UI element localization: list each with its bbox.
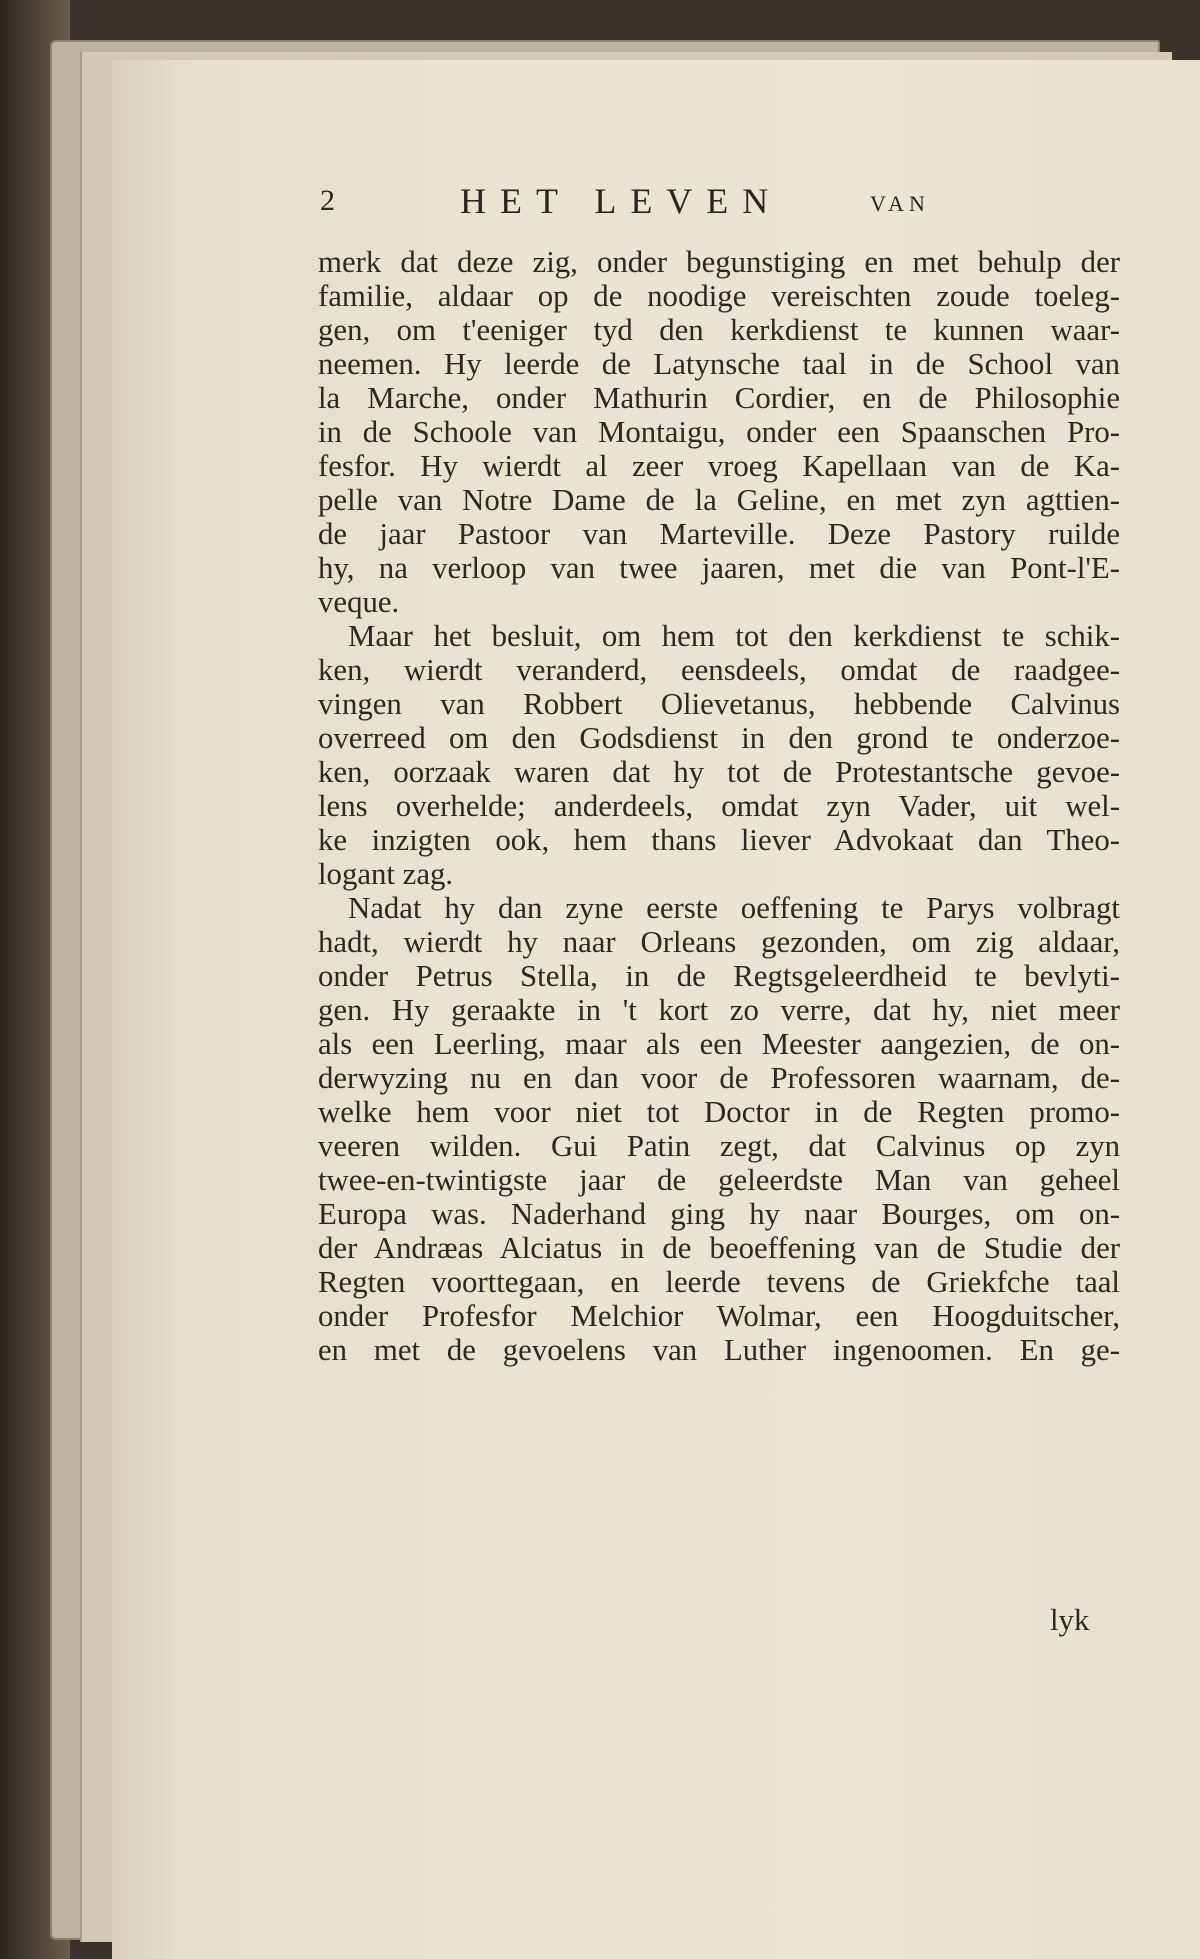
text-line: merk dat deze zig, onder begunstiging en met behulp der	[318, 245, 1120, 279]
text-line: overreed om den Godsdienst in den grond te onderzoe-	[318, 721, 1120, 755]
text-line: hadt, wierdt hy naar Orleans gezonden, om zig aldaar,	[318, 925, 1120, 959]
text-line: welke hem voor niet tot Doctor in de Regten promo-	[318, 1095, 1120, 1129]
text-line: in de Schoole van Montaigu, onder een Spaanschen Pro-	[318, 415, 1120, 449]
text-line: Maar het besluit, om hem tot den kerkdienst te schik-	[348, 619, 1120, 653]
text-line: pelle van Notre Dame de la Geline, en met zyn agttien-	[318, 483, 1120, 517]
text-line: als een Leerling, maar als een Meester aangezien, de on-	[318, 1027, 1120, 1061]
text-line: Regten voorttegaan, en leerde tevens de Griekfche taal	[318, 1265, 1120, 1299]
text-line: Europa was. Naderhand ging hy naar Bourges, om on-	[318, 1197, 1120, 1231]
page-number: 2	[320, 184, 335, 217]
catchword: lyk	[1050, 1603, 1090, 1637]
page-header	[320, 180, 960, 230]
text-line: gen. Hy geraakte in 't kort zo verre, dat hy, niet meer	[318, 993, 1120, 1027]
text-line: ke inzigten ook, hem thans liever Advokaat dan Theo-	[318, 823, 1120, 857]
text-line: der Andræas Alciatus in de beoeffening van de Studie der	[318, 1231, 1120, 1265]
text-line: Nadat hy dan zyne eerste oeffening te Parys volbragt	[348, 891, 1120, 925]
text-line: la Marche, onder Mathurin Cordier, en de Philosophie	[318, 381, 1120, 415]
text-line: hy, na verloop van twee jaaren, met die van Pont-l'E-	[318, 551, 1120, 585]
text-line: neemen. Hy leerde de Latynsche taal in de School van	[318, 347, 1120, 381]
text-line: veeren wilden. Gui Patin zegt, dat Calvinus op zyn	[318, 1129, 1120, 1163]
text-line: en met de gevoelens van Luther ingenoomen. En ge-	[318, 1333, 1120, 1367]
text-line: twee-en-twintigste jaar de geleerdste Man van geheel	[318, 1163, 1120, 1197]
text-line: fesfor. Hy wierdt al zeer vroeg Kapellaan van de Ka-	[318, 449, 1120, 483]
text-line: de jaar Pastoor van Marteville. Deze Pastory ruilde	[318, 517, 1120, 551]
running-title: HET LEVEN	[460, 181, 783, 221]
text-line: ken, wierdt veranderd, eensdeels, omdat de raadgee-	[318, 653, 1120, 687]
text-line: familie, aldaar op de noodige vereischten zoude toeleg-	[318, 279, 1120, 313]
text-line: lens overhelde; anderdeels, omdat zyn Vader, uit wel-	[318, 789, 1120, 823]
text-line: derwyzing nu en dan voor de Professoren waarnam, de-	[318, 1061, 1120, 1095]
text-line: gen, om t'eeniger tyd den kerkdienst te kunnen waar-	[318, 313, 1120, 347]
text-line: veque.	[318, 585, 400, 619]
text-line: onder Petrus Stella, in de Regtsgeleerdheid te bevlyti-	[318, 959, 1120, 993]
text-line: vingen van Robbert Olievetanus, hebbende Calvinus	[318, 687, 1120, 721]
text-line: logant zag.	[318, 857, 454, 891]
body-text	[318, 245, 1120, 1367]
text-line: ken, oorzaak waren dat hy tot de Protestantsche gevoe-	[318, 755, 1120, 789]
text-line: onder Profesfor Melchior Wolmar, een Hoogduitscher,	[318, 1299, 1120, 1333]
running-title-small: VAN	[870, 191, 930, 216]
